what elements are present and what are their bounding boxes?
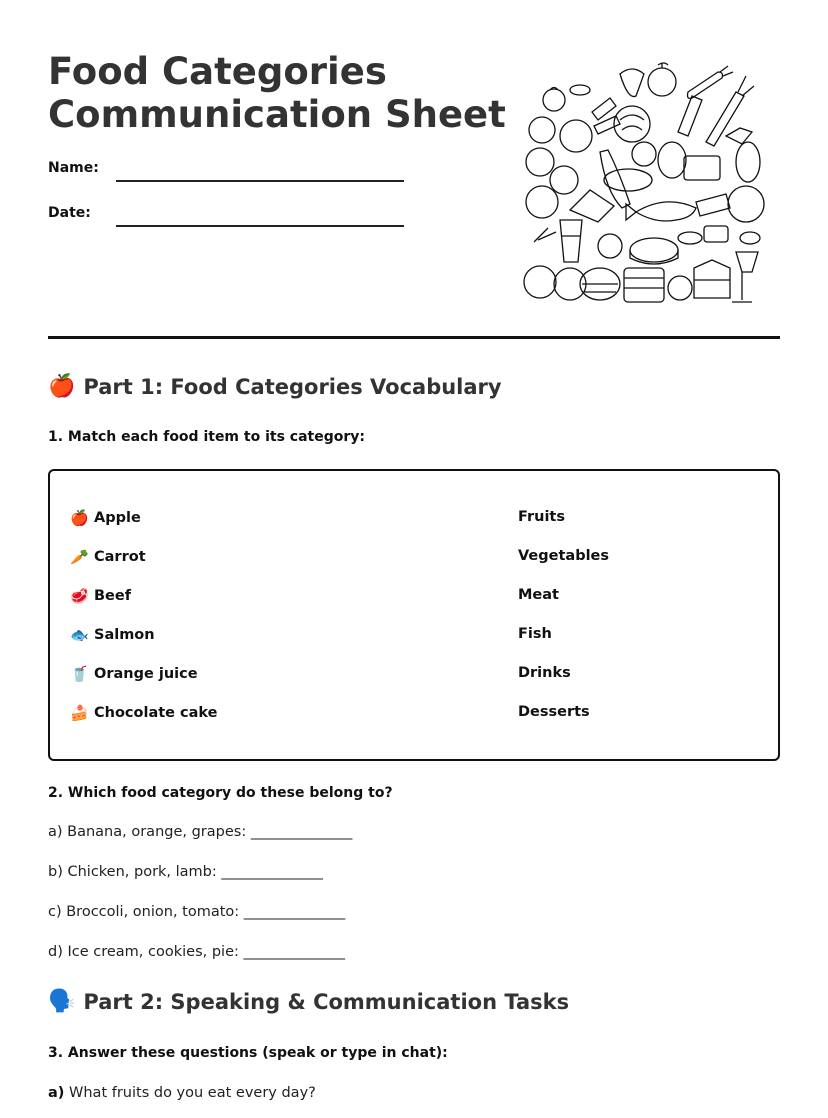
food-item-label: Salmon	[94, 627, 155, 643]
food-art-pie	[630, 238, 678, 262]
food-art-apple-stem	[658, 63, 668, 68]
food-art-apple	[648, 68, 676, 96]
category-desserts[interactable]: Desserts	[518, 704, 590, 720]
food-art-banana	[696, 194, 730, 216]
food-art-sandwich-lines	[624, 278, 664, 288]
food-art-corn	[678, 96, 702, 136]
title-line-2: Communication Sheet	[48, 93, 506, 136]
matching-box	[48, 469, 780, 761]
category-drinks[interactable]: Drinks	[518, 665, 571, 681]
food-art-tomato	[543, 89, 565, 111]
question-2c[interactable]: c) Broccoli, onion, tomato: ______________	[48, 904, 346, 920]
food-art-melon	[526, 186, 558, 218]
category-vegetables[interactable]: Vegetables	[518, 548, 610, 564]
category-fruits[interactable]: Fruits	[518, 509, 565, 525]
food-art-pepper	[736, 142, 760, 182]
category-fish[interactable]: Fish	[518, 626, 552, 642]
food-art-orange	[560, 120, 592, 152]
question-1: 1. Match each food item to its category:	[48, 429, 365, 445]
food-art-pear	[658, 142, 686, 178]
date-label: Date:	[48, 205, 91, 221]
food-art-tomato-4	[668, 276, 692, 300]
title-line-1: Food Categories	[48, 50, 387, 93]
page-title	[48, 50, 508, 136]
apple-icon: 🍎	[48, 374, 76, 399]
food-art-juice-glass	[560, 220, 582, 262]
food-art-carrot-1	[688, 72, 723, 98]
food-item-carrot[interactable]	[70, 548, 146, 566]
question-3a-text: What fruits do you eat every day?	[64, 1085, 316, 1101]
food-item-salmon[interactable]	[70, 626, 155, 644]
food-art-tomato-2	[526, 148, 554, 176]
food-art-celery	[570, 190, 614, 222]
fish-icon: 🐟	[70, 626, 89, 644]
food-item-beef[interactable]	[70, 587, 131, 605]
question-2b[interactable]: b) Chicken, pork, lamb: ______________	[48, 864, 323, 880]
question-3: 3. Answer these questions (speak or type in chat):	[48, 1045, 448, 1061]
speaking-head-icon: 🗣️	[48, 989, 76, 1014]
food-art-burger-lines	[582, 284, 618, 292]
apple-icon: 🍎	[70, 509, 89, 527]
food-art-cupcake-top	[740, 232, 760, 244]
question-3a-marker: a)	[48, 1085, 65, 1101]
food-art-bread	[678, 232, 702, 244]
food-art-melon-slice	[620, 69, 644, 97]
food-art-carrot-2-leaves	[738, 76, 754, 96]
part1-heading	[48, 374, 502, 399]
drink-icon: 🥤	[70, 665, 89, 683]
part1-heading-text: Part 1: Food Categories Vocabulary	[83, 374, 502, 399]
food-art-lemon	[632, 142, 656, 166]
food-art-cheese	[684, 156, 720, 180]
food-art-sandwich	[624, 268, 664, 302]
food-art-sundae	[732, 252, 758, 302]
food-illustration	[520, 62, 780, 310]
food-item-chocolate-cake[interactable]	[70, 704, 218, 722]
part2-heading-text: Part 2: Speaking & Communication Tasks	[83, 989, 570, 1014]
food-art-fish	[636, 202, 696, 221]
category-meat[interactable]: Meat	[518, 587, 559, 603]
question-3a[interactable]	[48, 1085, 316, 1101]
question-2: 2. Which food category do these belong to?	[48, 785, 393, 801]
food-art-tomato-3	[728, 186, 764, 222]
question-2d[interactable]: d) Ice cream, cookies, pie: ______________	[48, 944, 345, 960]
date-input-line[interactable]	[116, 225, 404, 227]
food-art-cake	[694, 260, 730, 298]
meat-icon: 🥩	[70, 587, 89, 605]
food-art-fish-tail	[626, 204, 636, 220]
name-input-line[interactable]	[116, 180, 404, 182]
food-art-orange-2	[524, 266, 556, 298]
food-item-orange-juice[interactable]	[70, 665, 198, 683]
food-item-label: Carrot	[94, 549, 146, 565]
food-art-apple-4	[598, 234, 622, 258]
food-item-apple[interactable]	[70, 509, 141, 527]
food-item-label: Orange juice	[94, 666, 198, 682]
name-label: Name:	[48, 160, 99, 176]
food-art-herb	[534, 228, 556, 242]
food-item-label: Chocolate cake	[94, 705, 218, 721]
header-divider	[48, 336, 780, 339]
cake-icon: 🍰	[70, 704, 89, 722]
food-item-label: Beef	[94, 588, 132, 604]
part2-heading	[48, 989, 569, 1014]
food-art-apple-3	[550, 166, 578, 194]
food-art-potato	[604, 169, 652, 191]
food-art-cabbage-lines	[620, 115, 644, 130]
food-art-bottle	[592, 98, 616, 120]
food-art-apple-2	[529, 117, 555, 143]
food-item-label: Apple	[94, 510, 141, 526]
food-art-apple-5	[554, 268, 586, 300]
food-art-pill	[570, 85, 590, 95]
carrot-icon: 🥕	[70, 548, 89, 566]
food-art-carrot-2	[706, 92, 744, 146]
food-art-mug	[704, 226, 728, 242]
question-2a[interactable]: a) Banana, orange, grapes: ______________	[48, 824, 353, 840]
